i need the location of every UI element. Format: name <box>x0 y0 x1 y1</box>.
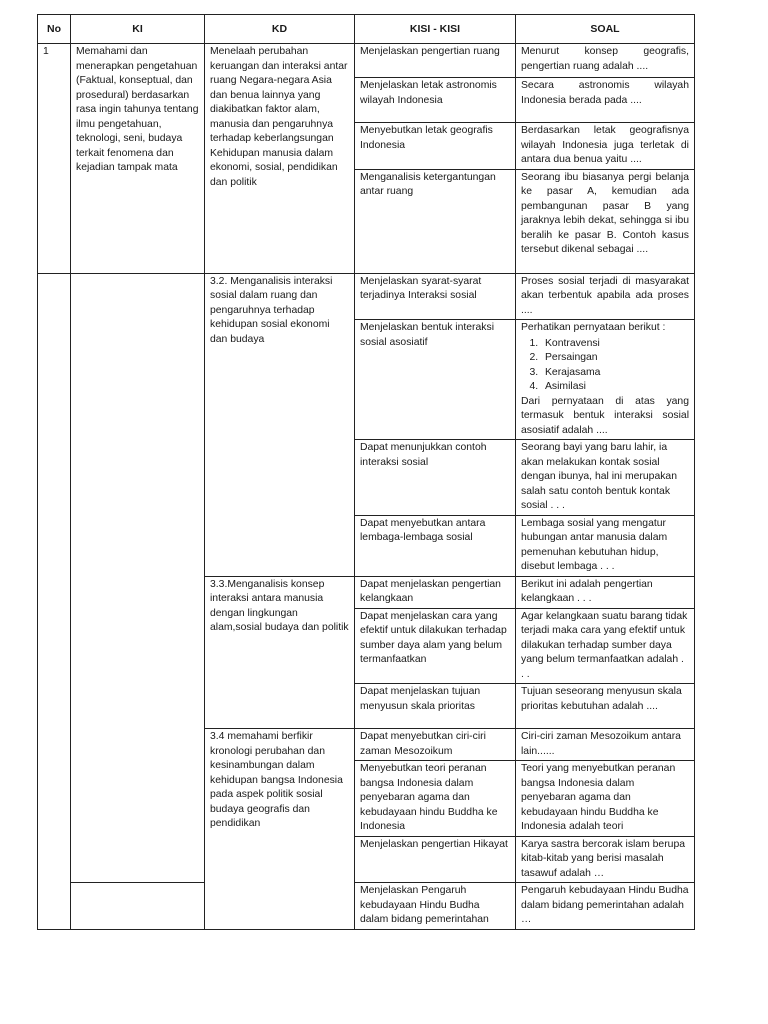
soal-outro: Dari pernyataan di atas yang termasuk bentuk interaksi sosial asosiatif adalah .... <box>521 395 689 436</box>
soal-cell: Seorang ibu biasanya pergi belanja ke pasar A, kemudian ada pembangunan pasar B yang jaraknya lebih dekat, sehingga si ibu beralih ke pasar B. Contoh kasus tersebut dikenal sebagai .... <box>516 169 695 273</box>
soal-cell: Menurut konsep geografis, pengertian ruang adalah .... <box>516 44 695 78</box>
soal-cell: Lembaga sosial yang mengatur hubungan antar manusia dalam pemenuhan kebutuhan hidup, disebut lembaga . . . <box>516 515 695 576</box>
ki-cell-empty <box>71 883 205 930</box>
soal-cell: Proses sosial terjadi di masyarakat akan terbentuk apabila ada proses .... <box>516 273 695 320</box>
soal-option: 1. Kontravensi <box>541 337 689 352</box>
kisi-cell: Menjelaskan pengertian Hikayat <box>355 836 516 883</box>
kisi-cell: Menjelaskan pengertian ruang <box>355 44 516 78</box>
kisi-cell: Menyebutkan letak geografis Indonesia <box>355 123 516 170</box>
document-page <box>37 14 695 930</box>
soal-cell: Ciri-ciri zaman Mesozoikum antara lain...... <box>516 729 695 761</box>
soal-cell: Pengaruh kebudayaan Hindu Budha dalam bidang pemerintahan adalah … <box>516 883 695 930</box>
soal-intro: Perhatikan pernyataan berikut : <box>521 322 666 333</box>
kd-cell-3: 3.3.Menganalisis konsep interaksi antara manusia dengan lingkungan alam,sosial budaya dan politik <box>205 576 355 729</box>
kisi-cell: Dapat menjelaskan pengertian kelangkaan <box>355 576 516 608</box>
soal-cell: Berdasarkan letak geografisnya wilayah Indonesia juga terletak di antara dua benua yaitu .... <box>516 123 695 170</box>
kisi-cell: Dapat menyebutkan ciri-ciri zaman Mesozoikum <box>355 729 516 761</box>
kisi-cell: Dapat menunjukkan contoh interaksi sosial <box>355 440 516 516</box>
soal-cell: Karya sastra bercorak islam berupa kitab-kitab yang berisi masalah tasawuf adalah … <box>516 836 695 883</box>
table-row <box>38 273 695 320</box>
ki-cell: Memahami dan menerapkan pengetahuan (Faktual, konseptual, dan prosedural) berdasarkan rasa ingin tahunya tentang ilmu pengetahuan, teknologi, seni, budaya terkait fenomena dan kejadian tampak mata <box>71 44 205 274</box>
kisi-cell: Dapat menjelaskan cara yang efektif untuk dilakukan terhadap sumber daya alam yang belum termanfaatkan <box>355 608 516 684</box>
header-ki: KI <box>71 15 205 44</box>
soal-options-list <box>521 337 689 395</box>
row-number: 1 <box>38 44 71 274</box>
soal-cell: Seorang bayi yang baru lahir, ia akan melakukan kontak sosial dengan ibunya, hal ini merupakan salah satu contoh bentuk kontak sosial . . . <box>516 440 695 516</box>
header-soal: SOAL <box>516 15 695 44</box>
kd-cell-1: Menelaah perubahan keruangan dan interaksi antar ruang Negara-negara Asia dan benua lainnya yang diakibatkan faktor alam, manusia dan pengaruhnya terhadap keberlangsungan Kehidupan manusia dalam ekonomi, sosial, pendidikan dan politik <box>205 44 355 274</box>
kisi-kisi-table <box>37 14 695 930</box>
soal-cell: Agar kelangkaan suatu barang tidak terjadi maka cara yang efektif untuk dilakukan terhadap sumber daya yang belum termanfaatkan adalah . . . <box>516 608 695 684</box>
kisi-cell: Menyebutkan teori peranan bangsa Indonesia dalam penyebaran agama dan kebudayaan hindu Buddha ke Indonesia <box>355 761 516 837</box>
kisi-cell: Menjelaskan Pengaruh kebudayaan Hindu Budha dalam bidang pemerintahan <box>355 883 516 930</box>
kisi-cell: Menjelaskan bentuk interaksi sosial asosiatif <box>355 320 516 440</box>
header-kd: KD <box>205 15 355 44</box>
soal-option: 3. Kerajasama <box>541 366 689 381</box>
soal-option: 4. Asimilasi <box>541 380 689 395</box>
soal-cell <box>516 320 695 440</box>
header-kisi: KISI - KISI <box>355 15 516 44</box>
soal-cell: Tujuan seseorang menyusun skala prioritas kebutuhan adalah .... <box>516 684 695 729</box>
soal-option: 2. Persaingan <box>541 351 689 366</box>
ki-cell-empty <box>71 273 205 883</box>
kisi-cell: Menganalisis ketergantungan antar ruang <box>355 169 516 273</box>
kd-cell-2: 3.2. Menganalisis interaksi sosial dalam ruang dan pengaruhnya terhadap kehidupan sosial ekonomi dan budaya <box>205 273 355 576</box>
row-number-empty <box>38 273 71 929</box>
kisi-cell: Menjelaskan letak astronomis wilayah Indonesia <box>355 78 516 123</box>
soal-cell: Teori yang menyebutkan peranan bangsa Indonesia dalam penyebaran agama dan kebudayaan hindu Buddha ke Indonesia adalah teori <box>516 761 695 837</box>
soal-cell: Secara astronomis wilayah Indonesia berada pada .... <box>516 78 695 123</box>
table-row <box>38 883 695 930</box>
kisi-cell: Dapat menjelaskan tujuan menyusun skala prioritas <box>355 684 516 729</box>
kd-cell-4: 3.4 memahami berfikir kronologi perubahan dan kesinambungan dalam kehidupan bangsa Indonesia pada aspek politik sosial budaya geografis dan pendidikan <box>205 729 355 930</box>
table-header-row <box>38 15 695 44</box>
header-no: No <box>38 15 71 44</box>
soal-cell: Berikut ini adalah pengertian kelangkaan . . . <box>516 576 695 608</box>
table-row <box>38 44 695 78</box>
kisi-cell: Menjelaskan syarat-syarat terjadinya Interaksi sosial <box>355 273 516 320</box>
kisi-cell: Dapat menyebutkan antara lembaga-lembaga sosial <box>355 515 516 576</box>
